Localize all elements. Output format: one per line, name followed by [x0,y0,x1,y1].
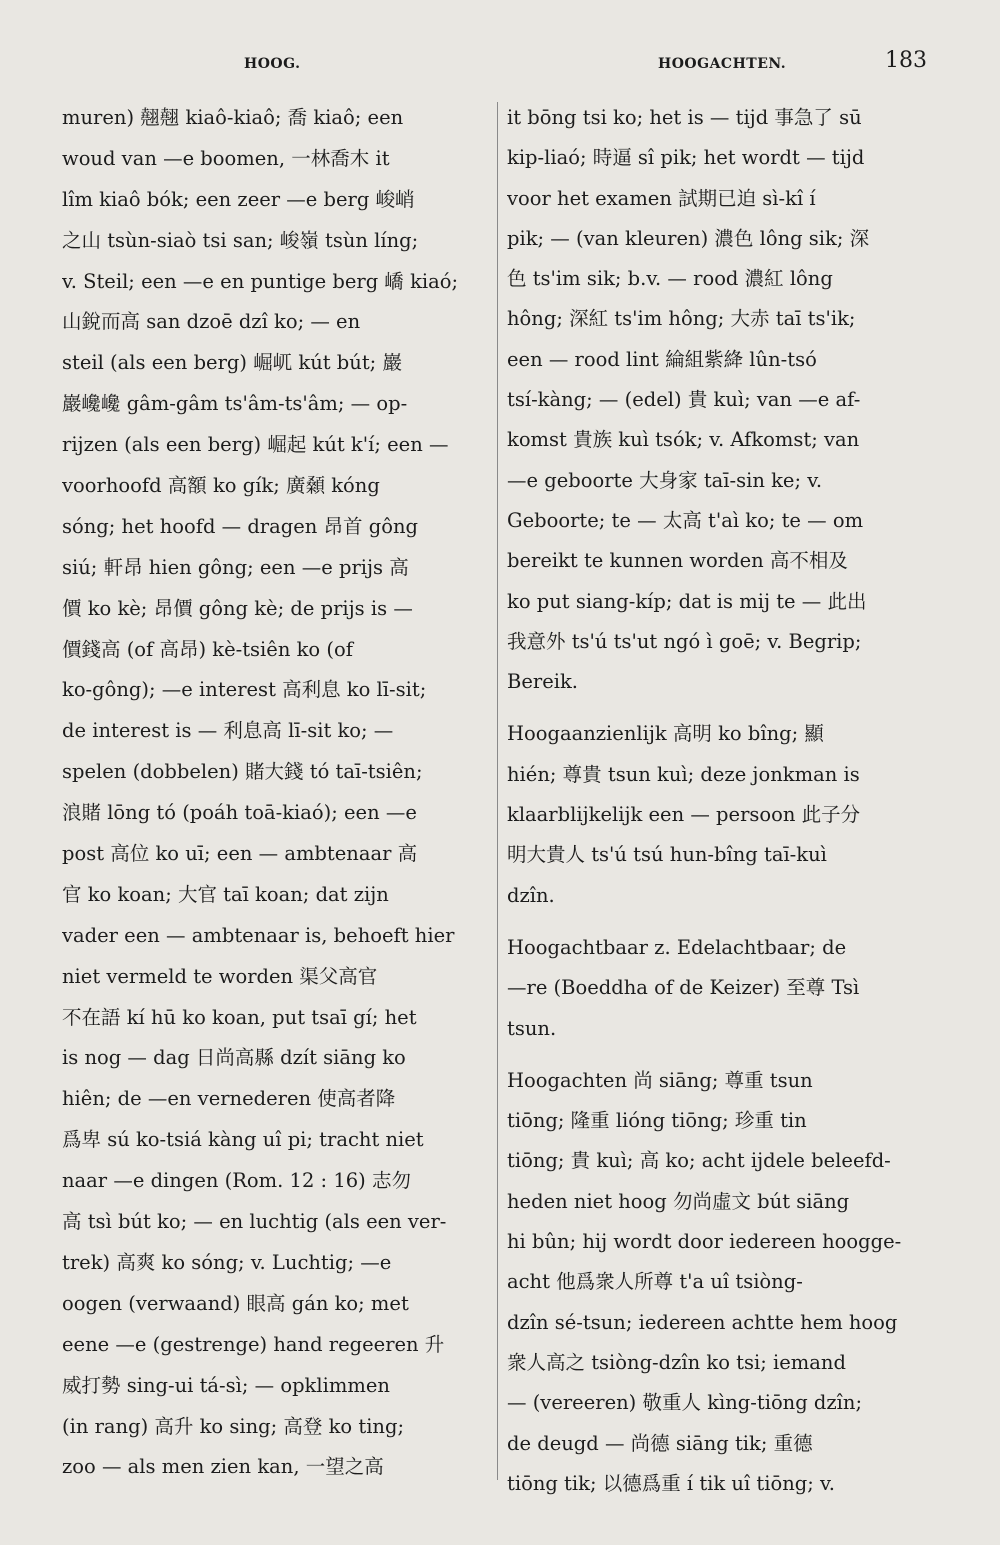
text-line: 我意外 ts'ú ts'ut ngó ì goē; v. Begrip; [507,629,862,653]
text-line: 山銳而高 san dzoē dzî ko; — en [62,310,361,334]
text-line: it bōng tsi ko; het is — tijd 事急了 sū [507,106,862,129]
text-line: 價 ko kè; 昂價 gông kè; de prijs is — [62,596,413,620]
text-line: hiên; de —en vernederen 使高者降 [62,1087,396,1111]
text-line: vader een — ambtenaar is, behoeft hier [62,923,455,947]
text-line: Hoogachten 尚 siāng; 尊重 tsun [507,1068,813,1092]
text-line [507,916,932,928]
text-line: oogen (verwaand) 眼高 gán ko; met [62,1291,409,1315]
column-divider [497,102,498,1480]
text-line: 浪賭 lōng tó (poáh toā-kiaó); een —e [62,801,417,825]
text-line: 價錢高 (of 高昂) kè-tsiên ko (of [62,637,353,661]
text-line: Hoogaanzienlijk 高明 ko bîng; 顯 [507,722,824,746]
text-line: heden niet hoog 勿尚虛文 bút siāng [507,1189,850,1213]
page-number: 183 [885,48,927,73]
text-line: pik; — (van kleuren) 濃色 lông sik; 深 [507,226,870,250]
text-line: ko put siang-kíp; dat is mij te — 此出 [507,589,867,613]
text-line: 官 ko koan; 大官 taī koan; dat zijn [62,882,389,906]
text-line: 色 ts'im sik; b.v. — rood 濃紅 lông [507,267,833,291]
text-line: de deugd — 尚德 siāng tik; 重德 [507,1431,813,1455]
text-line: tiōng tik; 以德爲重 í tik uî tiōng; v. [507,1471,835,1495]
text-line: voorhoofd 高額 ko gík; 廣顙 kóng [62,474,380,498]
text-line: 之山 tsùn-siaò tsi san; 峻嶺 tsùn líng; [62,228,419,252]
text-line: 威打勢 sing-ui tá-sì; — opklimmen [62,1373,390,1397]
text-line: (in rang) 高升 ko sing; 高登 ko ting; [62,1414,405,1438]
text-line: muren) 翹翹 kiaô-kiaô; 喬 kiaô; een [62,106,404,129]
text-line: niet vermeld te worden 渠父高官 [62,964,378,988]
text-line: siú; 軒昂 hien gông; een —e prijs 高 [62,555,409,579]
text-line: —e geboorte 大身家 taī-sin ke; v. [507,468,823,492]
text-line: kip-liaó; 時逼 sî pik; het wordt — tijd [507,146,865,170]
text-line: post 高位 ko uī; een — ambtenaar 高 [62,842,418,866]
text-line: Geboorte; te — 太高 t'aì ko; te — om [507,508,864,532]
text-line: hông; 深紅 ts'im hông; 大赤 taī ts'ik; [507,307,856,331]
text-line: — (vereeren) 敬重人 kìng-tiōng dzîn; [507,1391,863,1415]
text-line: 爲卑 sú ko-tsiá kàng uî pi; tracht niet [62,1128,424,1152]
text-line: een — rood lint 綸組紫絳 lûn-tsó [507,347,817,371]
text-line: lîm kiaô bók; een zeer —e berg 峻峭 [62,187,415,211]
text-line: 衆人高之 tsiòng-dzîn ko tsi; iemand [507,1350,846,1374]
text-line: acht 他爲衆人所尊 t'a uî tsiòng- [507,1270,803,1294]
right-column [507,98,932,1504]
text-line: tiōng; 貴 kuì; 高 ko; acht ijdele beleefd- [507,1149,891,1173]
text-line: dzîn. [507,883,555,907]
text-line: 明大貴人 ts'ú tsú hun-bîng taī-kuì [507,843,827,867]
text-line: zoo — als men zien kan, 一望之高 [62,1455,384,1479]
text-line: bereikt te kunnen worden 高不相及 [507,549,848,573]
text-line: hién; 尊貴 tsun kuì; deze jonkman is [507,762,860,786]
text-line: hi bûn; hij wordt door iedereen hoogge- [507,1230,902,1254]
text-line: klaarblijkelijk een — persoon 此子分 [507,803,861,827]
text-line: sóng; het hoofd — dragen 昂首 gông [62,514,418,538]
text-line: voor het examen 試期已迫 sì-kî í [507,186,816,210]
text-line: spelen (dobbelen) 賭大錢 tó taī-tsiên; [62,760,423,784]
text-line: 不在語 kí hū ko koan, put tsaī gí; het [62,1005,417,1029]
text-line: rijzen (als een berg) 崛起 kút k'í; een — [62,433,449,457]
text-line: woud van —e boomen, 一林喬木 it [62,146,390,170]
text-line: de interest is — 利息高 lī-sit ko; — [62,719,394,743]
text-line: Bereik. [507,670,578,694]
text-line [507,1049,932,1061]
text-line: tsí-kàng; — (edel) 貴 kuì; van —e af- [507,388,861,412]
running-head-right: HOOGACHTEN. [658,56,787,72]
text-line: tiōng; 隆重 lióng tiōng; 珍重 tin [507,1109,807,1133]
text-line: 巖巉巉 gâm-gâm ts'âm-ts'âm; — op- [62,392,408,416]
text-line: trek) 高爽 ko sóng; v. Luchtig; —e [62,1250,392,1274]
text-line: tsun. [507,1016,557,1040]
text-line: steil (als een berg) 崛屼 kút bút; 巖 [62,351,402,375]
text-line: komst 貴族 kuì tsók; v. Afkomst; van [507,428,860,452]
running-head-left: HOOG. [244,56,301,72]
text-line [507,702,932,714]
left-column [62,98,494,1488]
text-line: Hoogachtbaar z. Edelachtbaar; de [507,935,847,959]
text-line: is nog — dag 日尚高縣 dzít siāng ko [62,1046,406,1070]
text-line: naar —e dingen (Rom. 12 : 16) 志勿 [62,1169,411,1193]
text-line: ko-gông); —e interest 高利息 ko lī-sit; [62,678,427,702]
text-line: —re (Boeddha of de Keizer) 至尊 Tsì [507,976,860,1000]
text-line: dzîn sé-tsun; iedereen achtte hem hoog [507,1310,898,1334]
text-line: 高 tsì bút ko; — en luchtig (als een ver- [62,1210,447,1234]
text-line: eene —e (gestrenge) hand regeeren 升 [62,1332,445,1356]
text-line: v. Steil; een —e en puntige berg 嶠 kiaó; [62,269,459,293]
